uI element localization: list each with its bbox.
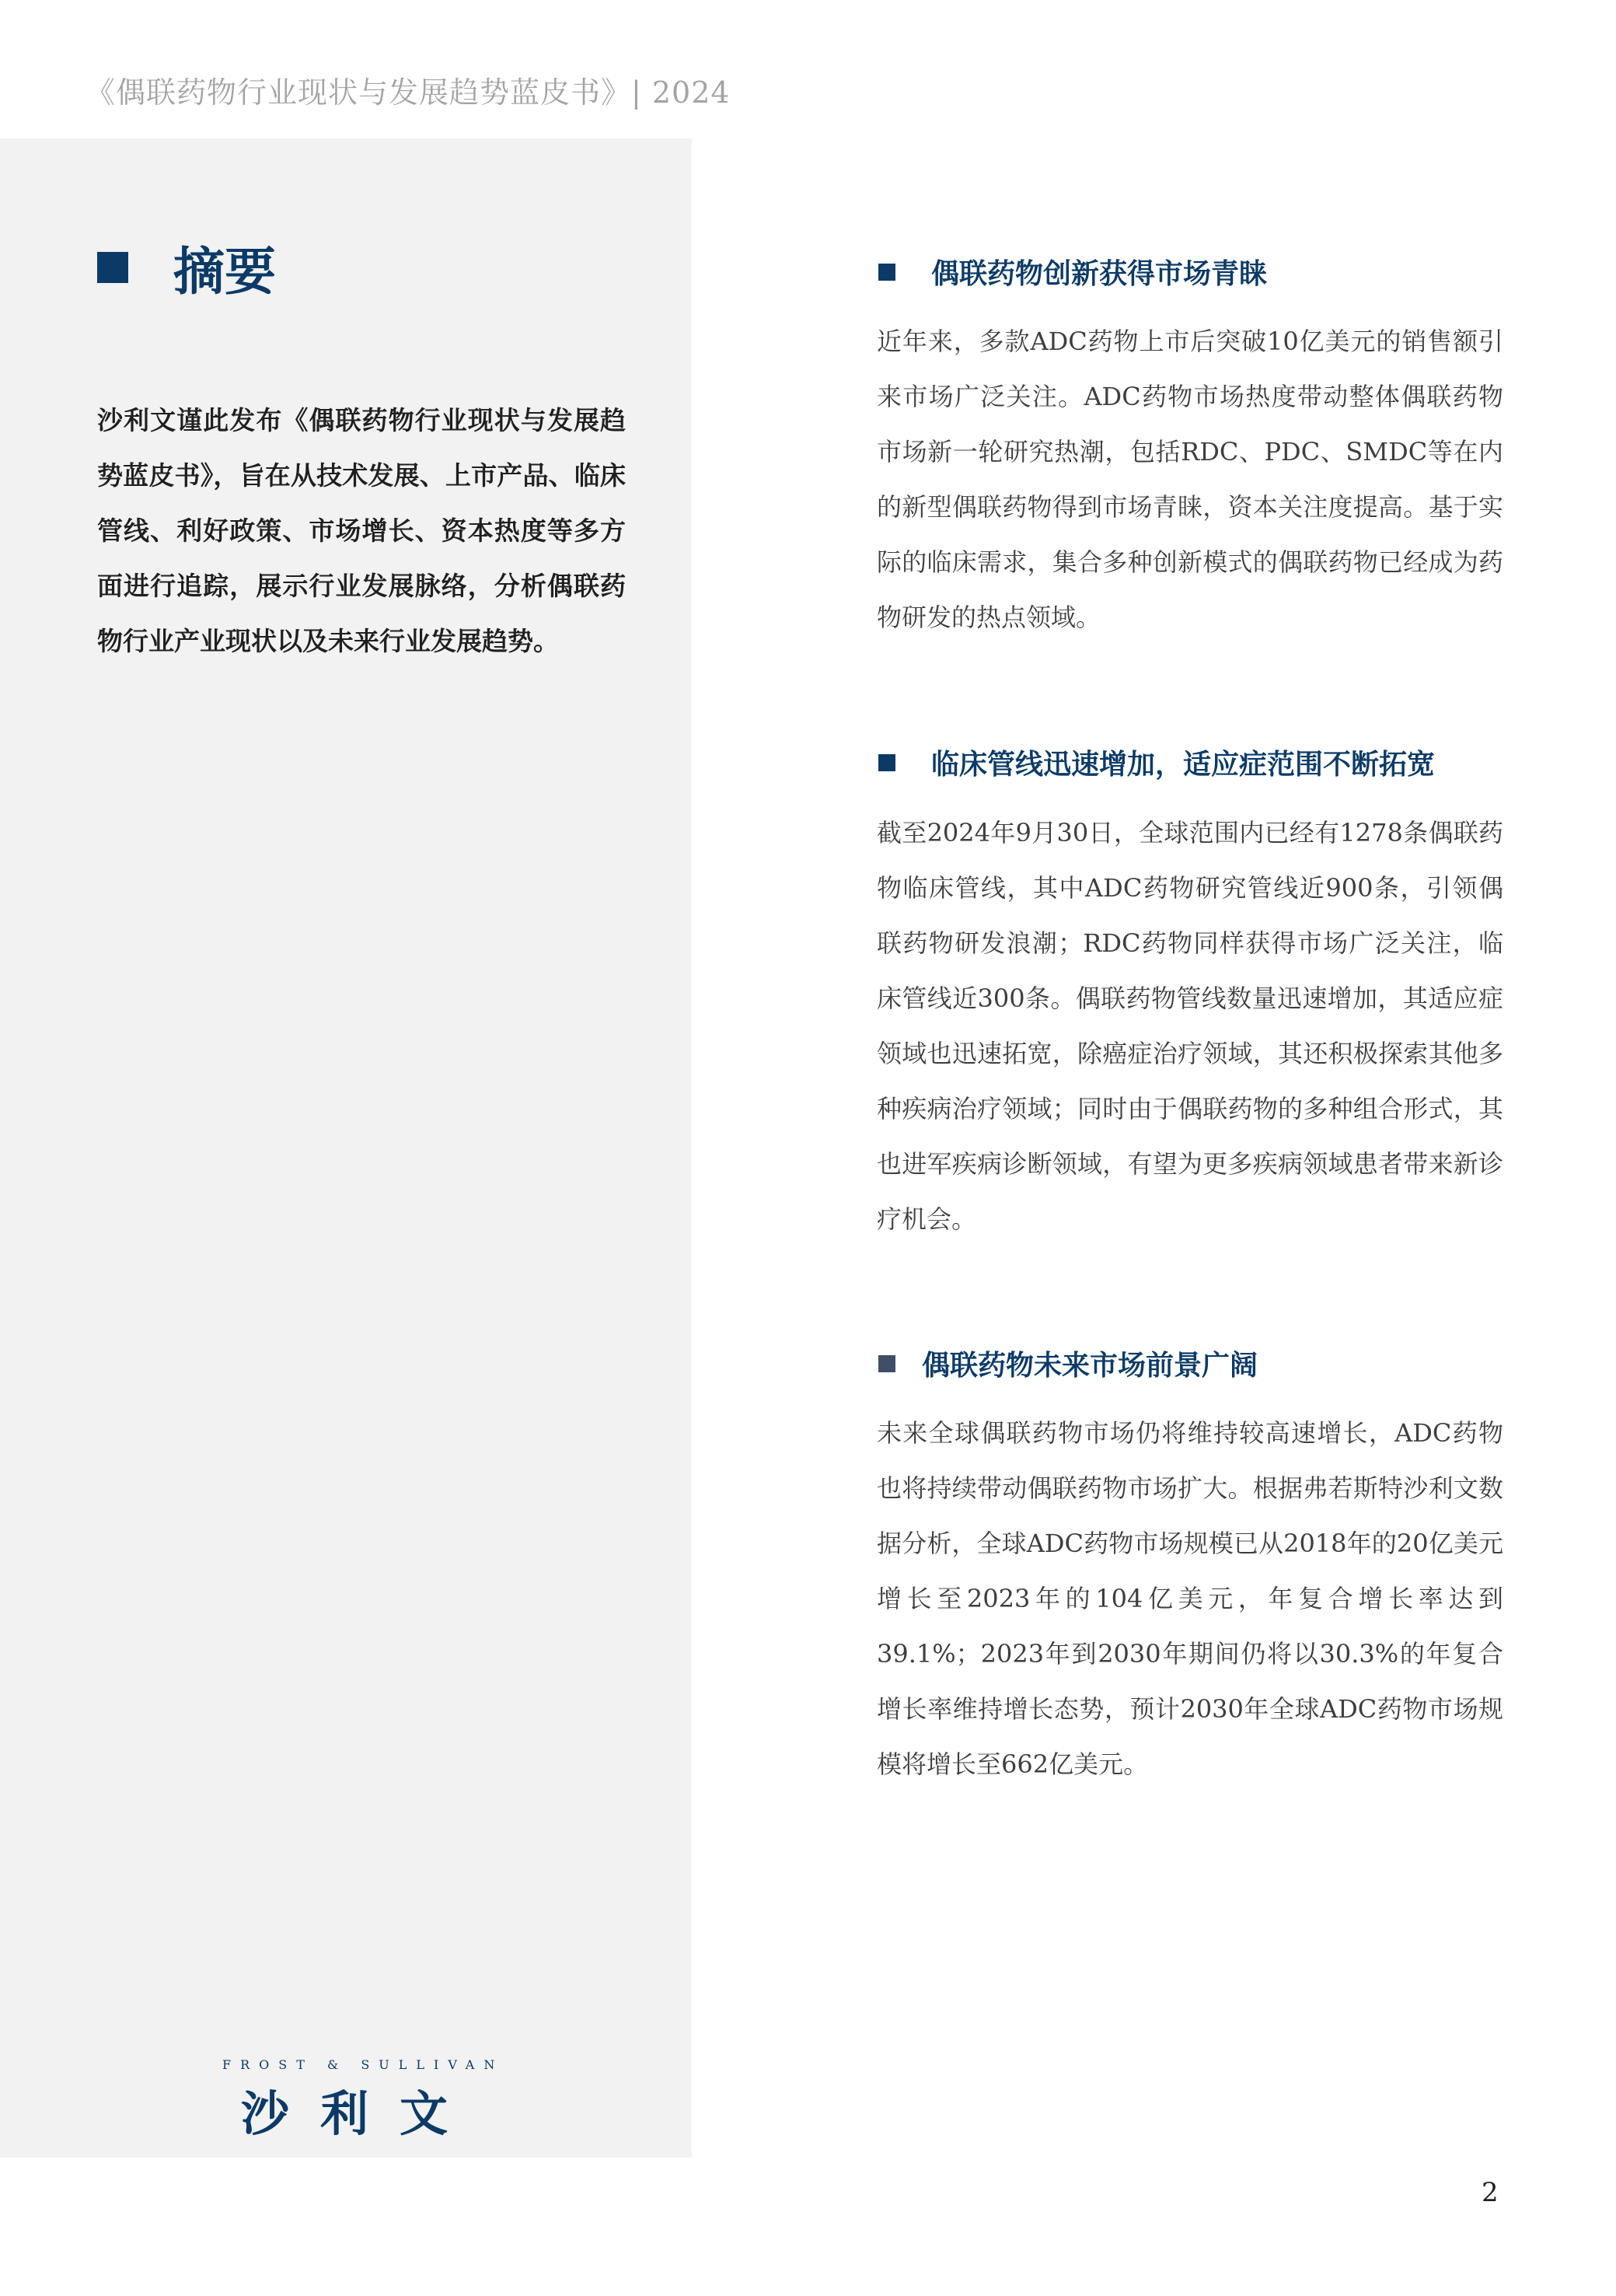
section-body-2: 截至2024年9月30日，全球范围内已经有1278条偶联药物临床管线，其中ADC药物研究管线近900条，引领偶联药物研发浪潮；RDC药物同样获得市场广泛关注，临床管线近300条。偶联药物管线数量迅速增加，其适应症领域也迅速拓宽，除癌症治疗领域，其还积极探索其他多种疾病治疗领域；同时由于偶联药物的多种组合形式，其也进军疾病诊断领域，有望为更多疾病领域患者带来新诊疗机会。 (877, 818, 1503, 1234)
section-heading-2 (878, 743, 1435, 782)
square-bullet-icon (878, 754, 895, 771)
section-title: 临床管线迅速增加，适应症范围不断拓宽 (931, 748, 1436, 781)
page-number: 2 (1482, 2177, 1499, 2208)
section-title: 偶联药物创新获得市场青睐 (931, 257, 1268, 290)
square-bullet-icon (97, 252, 128, 283)
summary-body: 沙利文谨此发布《偶联药物行业现状与发展趋势蓝皮书》，旨在从技术发展、上市产品、临床管线、利好政策、市场增长、资本热度等多方面进行追踪，展示行业发展脉络，分析偶联药物行业产业现状以及未来行业发展趋势。 (97, 405, 626, 656)
logo-chinese: 沙利文 (241, 2085, 480, 2142)
square-bullet-icon (878, 1355, 895, 1372)
section-heading-1 (878, 252, 1267, 292)
page-header: 《偶联药物行业现状与发展趋势蓝皮书》| 2024 (86, 75, 731, 110)
frost-sullivan-logo (222, 2057, 504, 2144)
logo-english: FROST & SULLIVAN (222, 2057, 504, 2072)
summary-heading (97, 230, 276, 304)
section-heading-3 (878, 1344, 1258, 1383)
section-body-1: 近年来，多款ADC药物上市后突破10亿美元的销售额引来市场广泛关注。ADC药物市场热度带动整体偶联药物市场新一轮研究热潮，包括RDC、PDC、SMDC等在内的新型偶联药物得到市场青睐，资本关注度提高。基于实际的临床需求，集合多种创新模式的偶联药物已经成为药物研发的热点领域。 (877, 327, 1503, 632)
summary-title: 摘要 (173, 241, 276, 302)
section-title: 偶联药物未来市场前景广阔 (922, 1349, 1258, 1382)
square-bullet-icon (878, 264, 895, 281)
section-body-3: 未来全球偶联药物市场仍将维持较高速增长，ADC药物也将持续带动偶联药物市场扩大。根据弗若斯特沙利文数据分析，全球ADC药物市场规模已从2018年的20亿美元增长至2023年的104亿美元，年复合增长率达到39.1%；2023年到2030年期间仍将以30.3%的年复合增长率维持增长态势，预计2030年全球ADC药物市场规模将增长至662亿美元。 (877, 1418, 1503, 1779)
